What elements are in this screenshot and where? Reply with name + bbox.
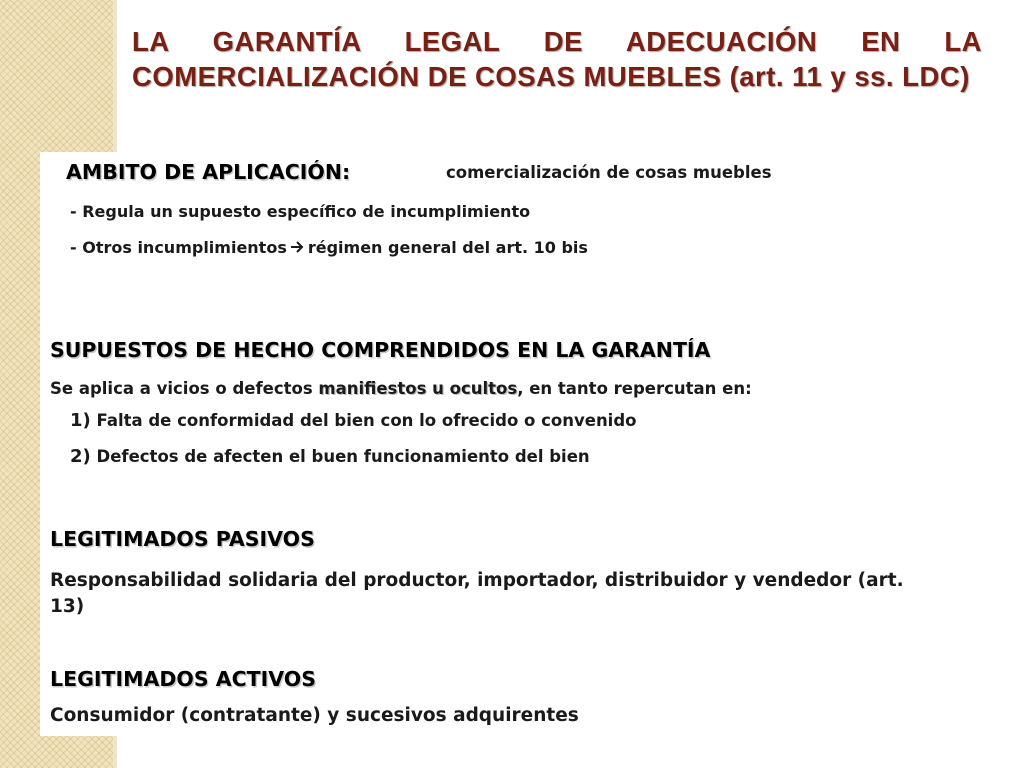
content-panel [40, 152, 994, 736]
slide-title: LA GARANTÍA LEGAL DE ADECUACIÓN EN LA COMERCIALIZACIÓN DE COSAS MUEBLES (art. 11 y ss. LDC) [132, 26, 982, 92]
pasivos-heading: LEGITIMADOS PASIVOS [50, 527, 315, 551]
ambito-heading-label: AMBITO DE APLICACIÓN: [66, 160, 351, 184]
activos-text: Consumidor (contratante) y sucesivos adquirentes [50, 705, 579, 726]
pasivos-text: Responsabilidad solidaria del productor, importador, distribuidor y vendedor (art. 13) [50, 570, 904, 617]
ambito-item-2-pre: - Otros incumplimientos [70, 238, 287, 257]
activos-heading: LEGITIMADOS ACTIVOS [50, 667, 316, 691]
supuestos-intro-post: , en tanto repercutan en: [517, 379, 752, 398]
ambito-item-1: - Regula un supuesto específico de incumplimiento [70, 202, 531, 221]
list-number: 2) [70, 446, 91, 467]
ambito-heading [66, 160, 350, 184]
ambito-value: comercialización de cosas muebles [446, 163, 772, 182]
arrow-right-icon [291, 238, 304, 257]
list-text: Defectos de afecten el buen funcionamiento del bien [96, 447, 590, 466]
list-text: Falta de conformidad del bien con lo ofrecido o convenido [96, 411, 637, 430]
supuestos-intro [50, 379, 752, 398]
ambito-item-2-post: régimen general del art. 10 bis [307, 238, 588, 257]
supuestos-intro-pre: Se aplica a vicios o defectos [50, 379, 319, 398]
ambito-item-2 [70, 238, 588, 257]
supuestos-intro-emphasis: manifiestos u ocultos [318, 379, 518, 398]
supuestos-heading: SUPUESTOS DE HECHO COMPRENDIDOS EN LA GARANTÍA [50, 338, 711, 362]
list-number: 1) [70, 410, 91, 431]
supuestos-list-item [70, 446, 590, 467]
supuestos-list-item [70, 410, 637, 431]
